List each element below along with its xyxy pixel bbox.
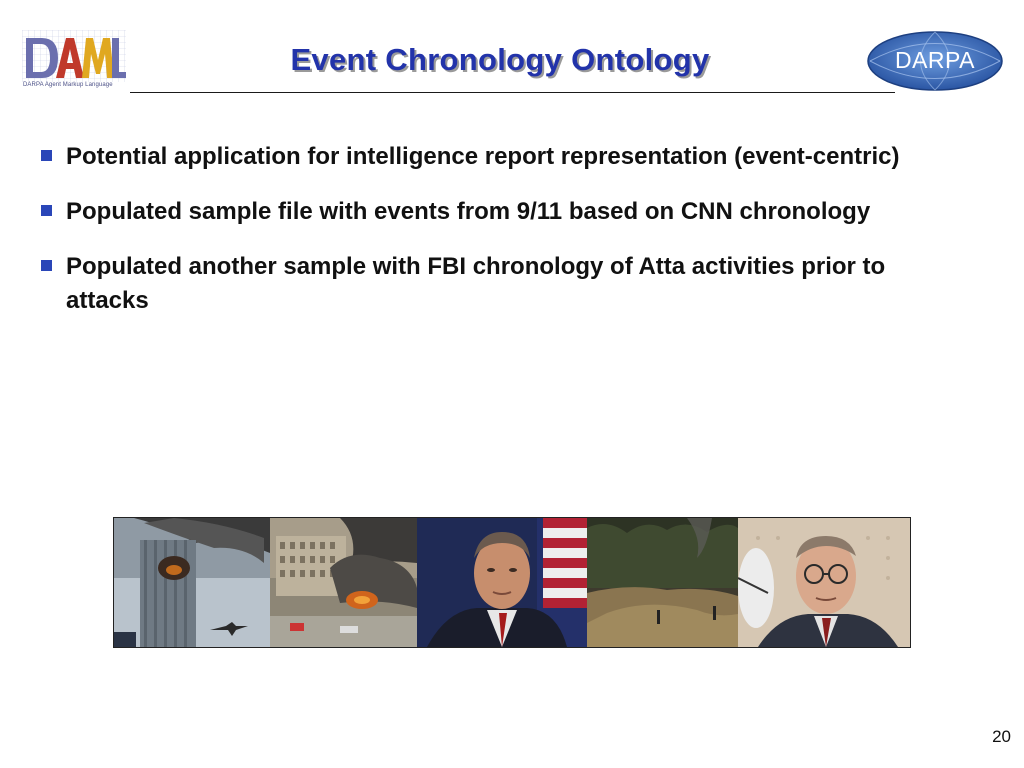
square-bullet-icon [41, 260, 52, 271]
mayor-portrait-photo [738, 518, 910, 647]
darpa-logo-text: DARPA [894, 47, 976, 73]
bullet-text: Potential application for intelligence report representation (event-centric) [66, 143, 900, 170]
crash-site-field-photo [587, 518, 738, 647]
bullet-item [40, 195, 970, 229]
photo-strip [113, 517, 911, 648]
bullet-list [40, 140, 970, 339]
darpa-logo [866, 30, 1004, 92]
bullet-text: Populated sample file with events from 9/11 based on CNN chronology [66, 198, 871, 225]
slide-title: Event Chronology Ontology [290, 42, 710, 77]
president-portrait-photo [417, 518, 587, 647]
square-bullet-icon [41, 150, 52, 161]
pentagon-smoke-photo [270, 518, 417, 647]
bullet-item [40, 250, 970, 318]
square-bullet-icon [41, 205, 52, 216]
bullet-text: Populated another sample with FBI chronology of Atta activities prior to attacks [66, 253, 886, 314]
page-number: 20 [992, 727, 1011, 746]
daml-logo [22, 30, 126, 90]
bullet-item [40, 140, 970, 174]
title-divider [130, 92, 895, 93]
burning-tower-photo [114, 518, 270, 647]
daml-caption: DARPA Agent Markup Language [23, 82, 113, 88]
